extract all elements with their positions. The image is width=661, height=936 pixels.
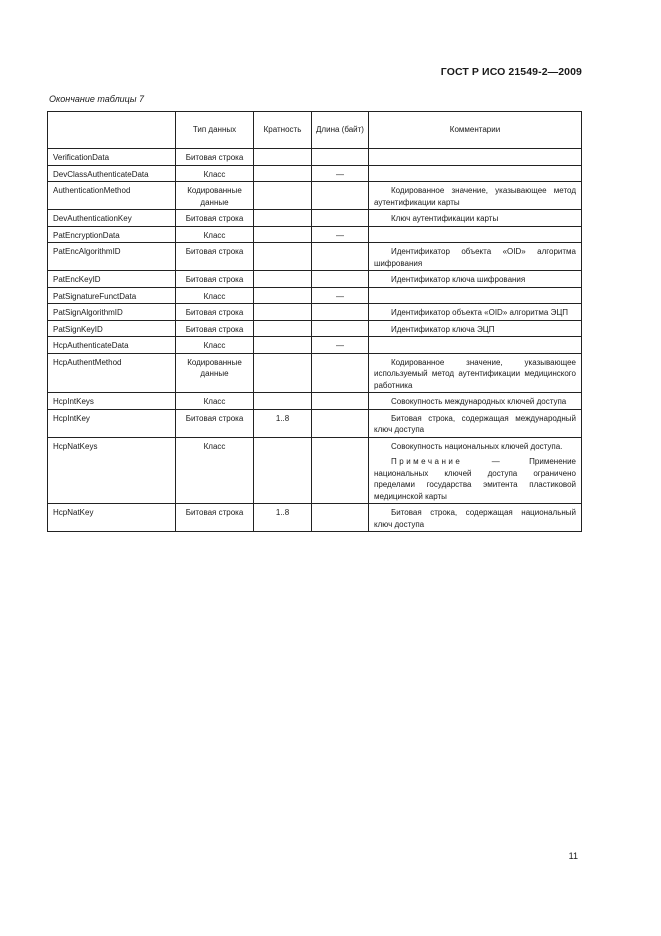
table-row: [48, 393, 582, 410]
cell-length: [312, 271, 369, 288]
comment-note: [374, 456, 576, 502]
cell-type: Битовая строка: [176, 243, 254, 271]
cell-name: HcpNatKey: [48, 504, 176, 532]
cell-comment: [369, 287, 582, 304]
comment-text: Битовая строка, содержащая национальный ключ доступа: [374, 508, 576, 529]
table-row: [48, 210, 582, 227]
cell-length: [312, 320, 369, 337]
cell-type: Битовая строка: [176, 409, 254, 437]
cell-multiplicity: 1..8: [254, 409, 312, 437]
comment-text: Идентификатор объекта «OID» алгоритма ЭЦП: [391, 308, 568, 317]
comment-text: Совокупность национальных ключей доступа.: [391, 441, 563, 451]
table-row: [48, 320, 582, 337]
cell-length: [312, 437, 369, 504]
cell-name: HcpAuthentMethod: [48, 353, 176, 393]
cell-type: Класс: [176, 226, 254, 243]
cell-name: DevAuthenticationKey: [48, 210, 176, 227]
cell-name: PatEncAlgorithmID: [48, 243, 176, 271]
cell-type: Битовая строка: [176, 320, 254, 337]
table-row: [48, 304, 582, 321]
cell-multiplicity: 1..8: [254, 504, 312, 532]
table-row: [48, 353, 582, 393]
cell-type: Кодированные данные: [176, 353, 254, 393]
cell-type: Битовая строка: [176, 149, 254, 166]
cell-comment: [369, 393, 582, 410]
cell-multiplicity: [254, 165, 312, 182]
cell-length: —: [312, 226, 369, 243]
cell-length: [312, 353, 369, 393]
cell-name: HcpAuthenticateData: [48, 337, 176, 354]
cell-comment: [369, 304, 582, 321]
column-header-comment: Комментарии: [369, 112, 582, 149]
cell-multiplicity: [254, 149, 312, 166]
table-row: [48, 337, 582, 354]
cell-type: Класс: [176, 393, 254, 410]
table-row: [48, 271, 582, 288]
cell-comment: [369, 504, 582, 532]
cell-comment: [369, 409, 582, 437]
cell-name: HcpIntKey: [48, 409, 176, 437]
cell-name: PatSignKeyID: [48, 320, 176, 337]
column-header-multiplicity: Кратность: [254, 112, 312, 149]
cell-multiplicity: [254, 393, 312, 410]
cell-length: [312, 304, 369, 321]
cell-comment: [369, 182, 582, 210]
cell-comment: [369, 149, 582, 166]
cell-type: Битовая строка: [176, 271, 254, 288]
page-number: 11: [568, 851, 578, 861]
cell-type: Битовая строка: [176, 504, 254, 532]
standard-header: ГОСТ Р ИСО 21549-2—2009: [440, 66, 582, 78]
table-row: [48, 226, 582, 243]
table-header-row: [48, 112, 582, 149]
table-row: [48, 243, 582, 271]
cell-multiplicity: [254, 304, 312, 321]
cell-multiplicity: [254, 287, 312, 304]
cell-length: —: [312, 287, 369, 304]
cell-type: Битовая строка: [176, 304, 254, 321]
column-header-length: Длина (байт): [312, 112, 369, 149]
table-row: [48, 409, 582, 437]
table-row: [48, 149, 582, 166]
comment-text: Идентификатор объекта «OID» алгоритма шифрования: [374, 247, 576, 268]
cell-multiplicity: [254, 353, 312, 393]
cell-comment: [369, 320, 582, 337]
table-row: [48, 182, 582, 210]
cell-name: DevClassAuthenticateData: [48, 165, 176, 182]
cell-length: [312, 393, 369, 410]
cell-length: [312, 182, 369, 210]
cell-type: Класс: [176, 337, 254, 354]
comment-text: Битовая строка, содержащая международный ключ доступа: [374, 413, 576, 434]
cell-name: HcpIntKeys: [48, 393, 176, 410]
comment-text: Идентификатор ключа ЭЦП: [391, 324, 495, 334]
cell-length: [312, 409, 369, 437]
cell-name: PatSignAlgorithmID: [48, 304, 176, 321]
cell-type: Класс: [176, 287, 254, 304]
comment-text: Кодированное значение, указывающее используемый метод аутентификации медицинского работника: [374, 357, 576, 390]
cell-type: Класс: [176, 437, 254, 504]
note-label: Примечание: [391, 457, 463, 466]
cell-name: PatEncKeyID: [48, 271, 176, 288]
table-caption: Окончание таблицы 7: [49, 94, 144, 104]
cell-name: PatEncryptionData: [48, 226, 176, 243]
cell-multiplicity: [254, 320, 312, 337]
cell-comment: [369, 226, 582, 243]
cell-comment: [369, 437, 582, 504]
cell-length: [312, 243, 369, 271]
column-header-type: Тип данных: [176, 112, 254, 149]
cell-type: Кодированные данные: [176, 182, 254, 210]
column-header-name: [48, 112, 176, 149]
cell-length: [312, 504, 369, 532]
table-row: [48, 287, 582, 304]
data-table: [47, 111, 582, 532]
cell-length: [312, 210, 369, 227]
cell-type: Битовая строка: [176, 210, 254, 227]
cell-multiplicity: [254, 210, 312, 227]
table-row: [48, 437, 582, 504]
cell-name: VerificationData: [48, 149, 176, 166]
cell-length: —: [312, 337, 369, 354]
cell-multiplicity: [254, 437, 312, 504]
comment-text: Кодированное значение, указывающее метод аутентификации карты: [374, 186, 576, 207]
cell-type: Класс: [176, 165, 254, 182]
cell-multiplicity: [254, 337, 312, 354]
comment-text: Идентификатор ключа шифрования: [391, 275, 526, 284]
comment-text: Совокупность международных ключей доступа: [391, 397, 567, 406]
cell-comment: [369, 271, 582, 288]
table-row: [48, 504, 582, 532]
cell-length: —: [312, 165, 369, 182]
cell-name: AuthenticationMethod: [48, 182, 176, 210]
cell-length: [312, 149, 369, 166]
note-text: — Применение национальных ключей доступа ограничено пределами государства эмитента пластиковой медицинской карты: [374, 457, 576, 501]
cell-name: HcpNatKeys: [48, 437, 176, 504]
table-body: [48, 149, 582, 532]
cell-multiplicity: [254, 182, 312, 210]
cell-comment: [369, 165, 582, 182]
cell-comment: [369, 210, 582, 227]
cell-multiplicity: [254, 271, 312, 288]
comment-text: Ключ аутентификации карты: [391, 214, 499, 223]
table-row: [48, 165, 582, 182]
cell-name: PatSignatureFunctData: [48, 287, 176, 304]
cell-multiplicity: [254, 226, 312, 243]
cell-multiplicity: [254, 243, 312, 271]
cell-comment: [369, 243, 582, 271]
cell-comment: [369, 337, 582, 354]
cell-comment: [369, 353, 582, 393]
